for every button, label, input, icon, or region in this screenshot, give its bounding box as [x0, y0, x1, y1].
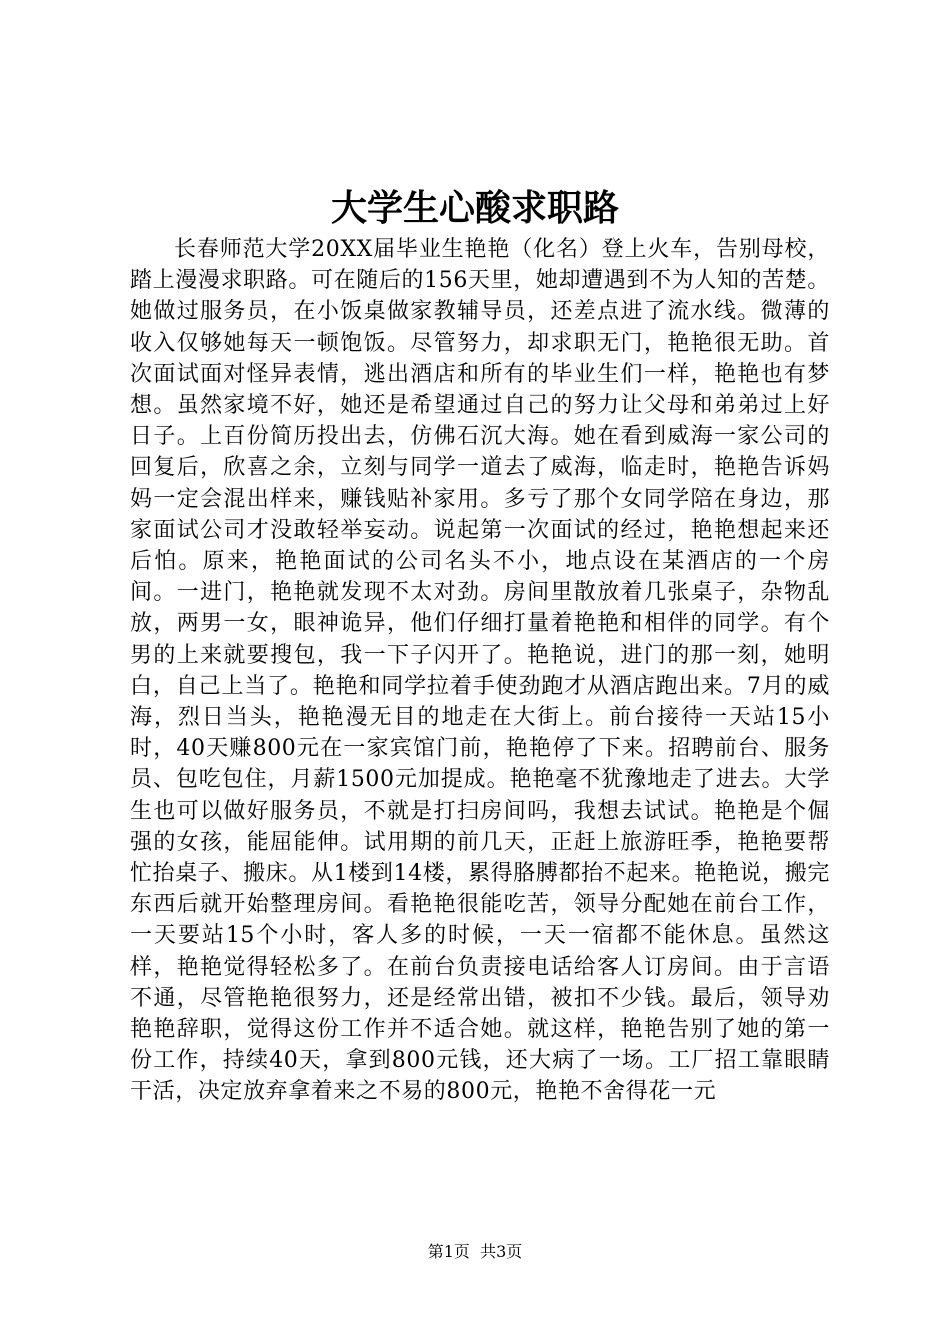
document-body-paragraph: 长春师范大学20XX届毕业生艳艳（化名）登上火车，告别母校，踏上漫漫求职路。可在随后的156天里，她却遭遇到不为人知的苦楚。她做过服务员，在小饭桌做家教辅导员，还差点进了流水线。微薄的收入仅够她每天一顿饱饭。尽管努力，却求职无门，艳艳很无助。首次面试面对怪异表情，逃出酒店和所有的毕业生们一样，艳艳也有梦想。虽然家境不好，她还是希望通过自己的努力让父母和弟弟过上好日子。上百份简历投出去，仿佛石沉大海。她在看到威海一家公司的回复后，欣喜之余，立刻与同学一道去了威海，临走时，艳艳告诉妈妈一定会混出样来，赚钱贴补家用。多亏了那个女同学陪在身边，那家面试公司才没敢轻举妄动。说起第一次面试的经过，艳艳想起来还后怕。原来，艳艳面试的公司名头不小，地点设在某酒店的一个房间。一进门，艳艳就发现不太对劲。房间里散放着几张桌子，杂物乱放，两男一女，眼神诡异，他们仔细打量着艳艳和相伴的同学。有个男的上来就要搜包，我一下子闪开了。艳艳说，进门的那一刻，她明白，自己上当了。艳艳和同学拉着手使劲跑才从酒店跑出来。7月的威海，烈日当头，艳艳漫无目的地走在大街上。前台接待一天站15小时，40天赚800元在一家宾馆门前，艳艳停了下来。招聘前台、服务员、包吃包住，月薪1500元加提成。艳艳毫不犹豫地走了进去。大学生也可以做好服务员，不就是打扫房间吗，我想去试试。艳艳是个倔强的女孩，能屈能伸。试用期的前几天，正赶上旅游旺季，艳艳要帮忙抬桌子、搬床。从1楼到14楼，累得胳膊都抬不起来。艳艳说，搬完东西后就开始整理房间。看艳艳很能吃苦，领导分配她在前台工作，一天要站15个小时，客人多的时候，一天一宿都不能休息。虽然这样，艳艳觉得轻松多了。在前台负责接电话给客人订房间。由于言语不通，尽管艳艳很努力，还是经常出错，被扣不少钱。最后，领导劝艳艳辞职，觉得这份工作并不适合她。就这样，艳艳告别了她的第一份工作，持续40天，拿到800元钱，还大病了一场。工厂招工靠眼睛干活，决定放弃拿着来之不易的800元，艳艳不舍得花一元: [130, 237, 830, 1105]
footer-spacer: [470, 1242, 480, 1261]
page-footer: [0, 1241, 950, 1263]
page-number: 第1页: [427, 1242, 470, 1261]
page-total: 共3页: [480, 1242, 523, 1261]
document-title: 大学生心酸求职路: [330, 187, 619, 229]
